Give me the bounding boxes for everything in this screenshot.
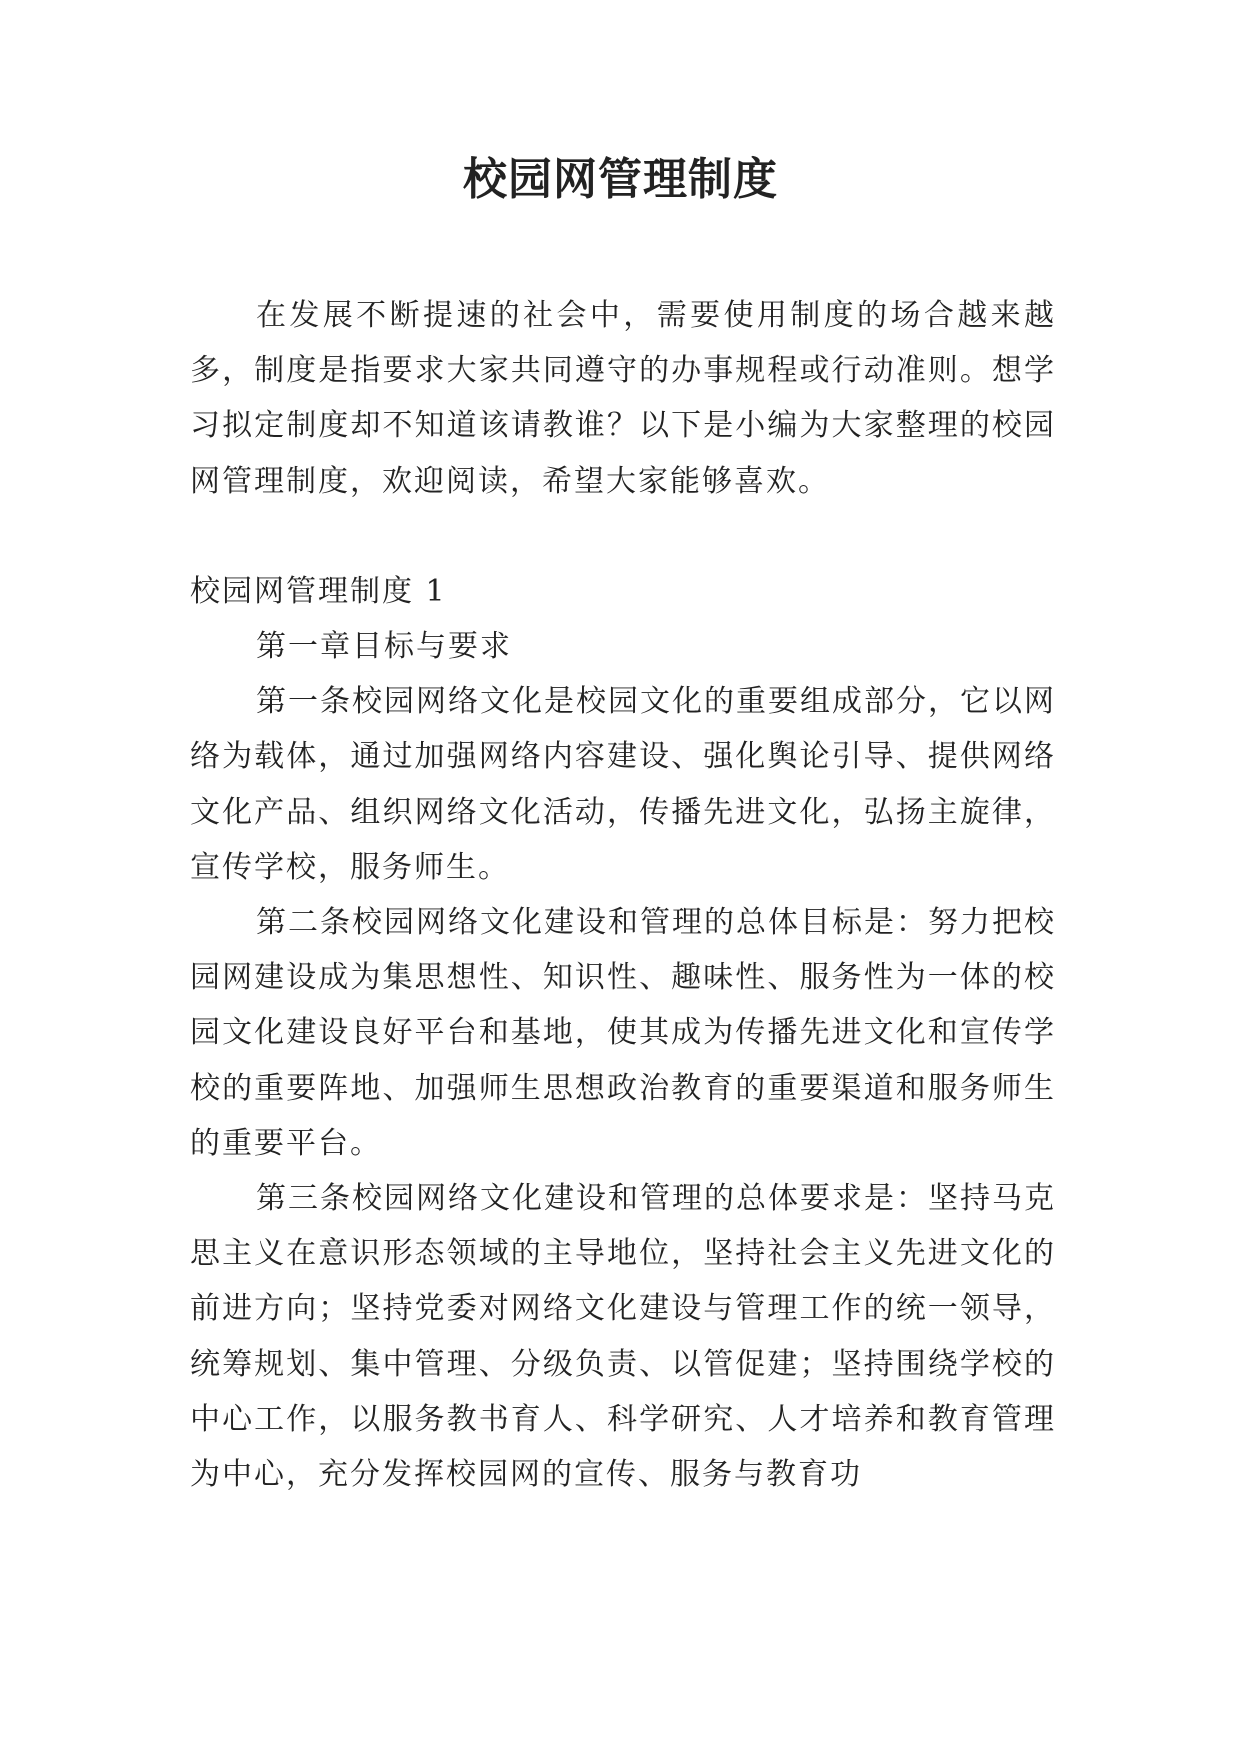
article-paragraph-2: 第二条校园网络文化建设和管理的总体目标是：努力把校园网建设成为集思想性、知识性、趣味性、服务性为一体的校园文化建设良好平台和基地，使其成为传播先进文化和宣传学校的重要阵地、加强师生思想政治教育的重要渠道和服务师生的重要平台。	[190, 905, 1056, 1161]
document-title: 校园网管理制度	[463, 154, 778, 205]
chapter-heading: 第一章目标与要求	[256, 629, 512, 665]
intro-paragraph: 在发展不断提速的社会中，需要使用制度的场合越来越多，制度是指要求大家共同遵守的办事规程或行动准则。想学习拟定制度却不知道该请教谁？以下是小编为大家整理的校园网管理制度，欢迎阅读，希望大家能够喜欢。	[190, 298, 1056, 499]
article-paragraph-3: 第三条校园网络文化建设和管理的总体要求是：坚持马克思主义在意识形态领域的主导地位，坚持社会主义先进文化的前进方向；坚持党委对网络文化建设与管理工作的统一领导，统筹规划、集中管理、分级负责、以管促建；坚持围绕学校的中心工作，以服务教书育人、科学研究、人才培养和教育管理为中心，充分发挥校园网的宣传、服务与教育功	[190, 1181, 1056, 1493]
article-paragraph-1: 第一条校园网络文化是校园文化的重要组成部分，它以网络为载体，通过加强网络内容建设、强化舆论引导、提供网络文化产品、组织网络文化活动，传播先进文化，弘扬主旋律，宣传学校，服务师生。	[190, 684, 1056, 885]
document-body	[190, 288, 1056, 1502]
section-heading: 校园网管理制度 1	[190, 573, 447, 609]
